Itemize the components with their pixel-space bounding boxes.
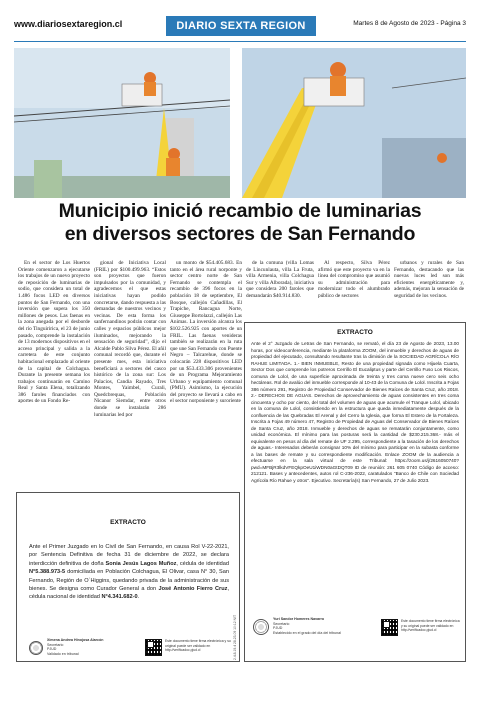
- article-text-1: En el sector de Los Huertos Oriente comenzaron a ejecutarse los trabajos de un nuevo proyecto de reposición de luminarias de sodio, que considera un total de 1.486 focos LED en diversos puntos de San Fernando, con una inversión que supera los 350 millones de pesos. Las faenas en la zona anegada por el desborde del río Tinguiririca, el 23 de junio pasado, comprende la instalación de 13 modernos dispositivos en el acceso principal y salida a la carretera de este conjunto habitacional emplazado al oriente de la capital de Colchagua. Durante la presente semana los trabajos continuarán en Camino Real y Santa Elena, totalizando 386 faroles financiados con aportes de un Fondo Re-: [18, 260, 90, 405]
- article-column-6: [394, 260, 464, 320]
- page-header: [14, 16, 466, 42]
- extracto-auction-box: [244, 322, 466, 662]
- worker-photo-left: [14, 48, 230, 198]
- masthead: DIARIO SEXTA REGION: [166, 16, 316, 36]
- extracto-auction-title: EXTRACTO: [337, 329, 373, 336]
- signer-note-right: Establecido en el grado del día del tribunal: [273, 630, 341, 635]
- signature-block-left: [47, 638, 127, 656]
- court-seal-left: [29, 641, 43, 655]
- issue-date: Martes 8 de Agosto de 2023 - Página 3: [353, 20, 466, 27]
- signer-name-left: Ximena Andrea Hinojosa Alarcón: [47, 638, 104, 642]
- signer-court-right: PJUD: [273, 626, 283, 631]
- extracto-auction-body: Ante el 2° Juzgado de Letras de San Fernando, se remató, el día 23 de Agosto de 2023, 13.00 horas, por videoconferencia, mediante la plataforma ZOOM, del inmueble y derechos de aguas de propiedad del ejecutado, consultando resultante tras la dimisión de la SOCIEDAD AGRÍCOLA RÍO RAHUE LIMITADA. 1.- BIEN INMUEBLE, Resto de una propiedad signada como Hijuela Cuarta, Sector Dos que comprende los potreros Cerrillo El Eucaliptus y parte del Cerrillo Fuso Los Riscos, comuna de Lolol, de una superficie aproximada de treinta y tres coma nueve cero seis ocho hectáreas. Rol de avalúo del inmueble corresponde al 10-43 de la Comuna de Lolol. Inscrita a Fojas 386 número 291, Registro de Propiedad Conservador de Bienes Raíces de Santa Cruz, año 2018. 2.- DERECHOS DE AGUAS. Derechos de aprovechamiento de aguas consistentes en tres coma cincuenta y ocho por ciento, del total del volumen de aguas que acumule el Tranque Lolol, ubicado en la comuna de Lolol, consistiendo en la estructura que queda inmediatamente después de la confluencia de las Quebradas El Arenal y del Cerro la Iglesia, que forma El Estero de la Fortaleza. Inscrita a Fojas 49 número 47, Registro de Propiedad de Aguas del Conservador de Bienes Raíces de Santa Cruz, año 2018. Inmueble y derechos de aguas se rematarán conjuntamente, como unidad económica. El mínimo para las posturas será la cantidad de $230.215.368.- más el equivalente en pesos al día del remate de UF 2.295, correspondiente a la tasación de los derechos de aguas.- Interesados deberán consignar 10% del mínimo para participar en la subasta conforme a las bases de remate y su correspondiente modificación. Enlace ZOOM de la audiencia a efectuarse en la sala virtual de este Tribunal: https://zoom.us/j/2616050740?pwd=MFBjR3lkdVFEQkpOeU1iWDN0aGtDQT09 ID de reunión: 261 605 0740 Código de acceso: 212121. Bases y antecedentes, autos rol C-236-2022, caratulados “Banco de Chile con Sociedad Agrícola Río Rahue y otros”. Ejecutivo. Secretaría(s) San Fernando, 27 de Julio 2023.: [251, 341, 459, 483]
- verification-qr-right[interactable]: [381, 619, 398, 636]
- article-column-1: [18, 260, 90, 486]
- qr-caption-right: Este documento tiene firma electrónica y su original puede ser validado en http://verificadoc.pjud.cl: [401, 619, 460, 633]
- article-text-2: gional de Iniciativa Local (FRIL) por $100.499.963. “Estos son proyectos que fueron impulsados por la comunidad, y agradecemos el que estas iniciativas hayan podido concretarse, dando respuesta a las demandas de nuestros vecinos y vecinas. De esta forma los sanfernandinos podrán contar con calles y espacios públicos mejor iluminados, mejorando la sensación de seguridad”, dijo el Alcalde Pablo Silva Pérez. El añil comunal recordó que, durante el presente mes, esta iniciativa beneficiará a sectores del casco histórico de la zona sur: Los Palacios, Candia Rayado, Tres Montes, Yaimbel, Curali, Quedcbrequas, Población Nicanor Siemdar, entre otros donde se instalarán 286 luminarias led por: [94, 260, 166, 418]
- article-text-6: urbanos y rurales de San Fernando, destacando que las nuevas luces led son más eficientes energéticamente y, además, mejoran la sensación de seguridad de los vecinos.: [394, 260, 464, 299]
- court-seal-right: [253, 619, 269, 635]
- signer-note-left: Validado en tribunal: [47, 651, 79, 656]
- verification-qr-left[interactable]: [145, 639, 162, 656]
- website-url[interactable]: www.diariosextaregion.cl: [14, 19, 123, 29]
- signature-block-right: [273, 617, 353, 635]
- photo-strip: [14, 48, 466, 198]
- worker-photo-right: [242, 48, 466, 198]
- signer-name-right: Yuri Sandor Homeres Navarro: [273, 617, 325, 621]
- article-column-4: [246, 260, 314, 320]
- article-text-5: Al respecto, Silva Pérez afirmó que este proyecto va en la línea del compromiso que asumió su administración para modernizar todo el alumbrado público de sectores: [318, 260, 390, 299]
- extracto-interdiction-title: EXTRACTO: [110, 519, 146, 526]
- article-column-3: [170, 260, 242, 486]
- signer-court-left: PJUD: [47, 647, 57, 652]
- headline-line-1: Municipio inició recambio de luminarias: [58, 200, 422, 222]
- signer-role-right: Secretario: [273, 621, 290, 626]
- headline-line-2: en diversos sectores de San Fernando: [64, 223, 416, 245]
- article-column-5: [318, 260, 390, 320]
- vertical-code-strip: 2.4.8.19.4 28.23.09 10:12 N/T: [233, 614, 237, 660]
- signer-role-left: Secretario: [47, 642, 64, 647]
- article-text-4: de la comuna (villa Lomas de Lincunlauta, villa La Fruta, villa Armenia, villa Colchagua Sur y villa Alborada), iniciativa que considera 200 faroles que demandarán $40.914.830.: [246, 260, 314, 299]
- qr-caption-left: Este documento tiene firma electrónica y su original puede ser validado en http://verificadoc.pjud.cl: [165, 639, 231, 653]
- extracto-interdiction-box: [16, 492, 240, 662]
- article-text-3: un monto de $54.405.683. En tanto en el área rural norponte y sector centro norte de San Fernando se contempla el recambio de 396 focos en la población 18 de septiembre, El Bosque, callejón Cañadillas, El Trapiche, Rancagua Norte, Giuseppe Bortolazzi, callejón Las Animas. La inversión alcanza los $102.526.925 con aportes de un FRIL. Las faenas venideras también se realizarán en la ruta que une San Fernando con Puente Negro – Talcarehue, donde se colocarán 228 dispositivos LED por un $53.433.306 provenientes de un Programa Mejoramiento Urbano y equipamiento comunal (PMU). Asimismo, la ejecución del proyecto se llevará a cabo en el sector norponiente y suroriente: [170, 260, 242, 405]
- extracto-interdiction-body: Ante el Primer Juzgado en lo Civil de San Fernando, en causa Rol V-22-2021, por Sentencia Definitiva de fecha 31 de diciembre de 2022, se declara interdicción definitiva de doña Sonia Jesús Lagos Muñoz, cédula de identidad N°5.388.973-5 domiciliada en Población Colchagua, El Olivar, casa N° 30, San Fernando, Región de O´Higgins, quedando privada de la administración de sus bienes. Se designa como Curador General a don José Antonio Fierro Cruz, cédula nacional de identidad N°4.341.682-0.: [29, 544, 229, 601]
- article-column-2: [94, 260, 166, 486]
- headline: [14, 200, 466, 246]
